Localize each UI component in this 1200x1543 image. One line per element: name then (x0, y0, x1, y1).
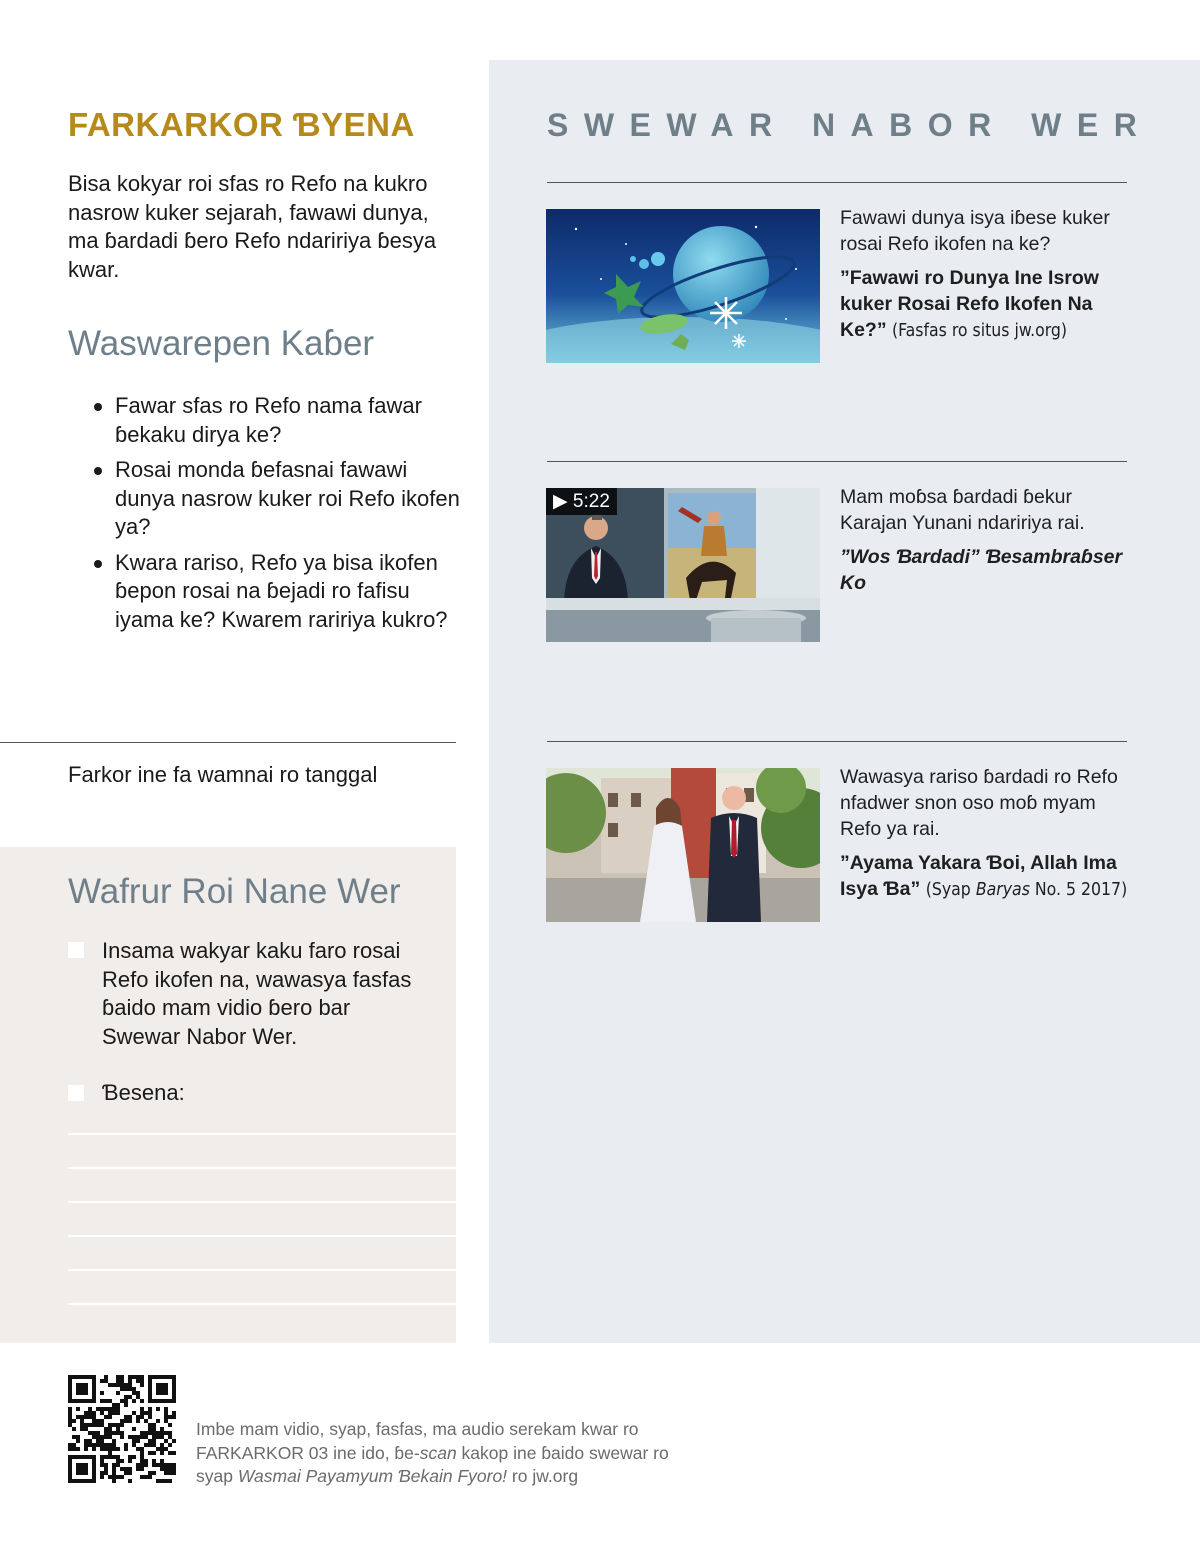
writing-line[interactable] (68, 1303, 456, 1305)
couple-photo[interactable] (546, 768, 820, 922)
goal-checkbox[interactable] (68, 1085, 84, 1101)
reference-title[interactable]: ”Fawawi ro Dunya Ine Isrow kuker Rosai Refo Ikofen Na Ke?” (840, 267, 1099, 341)
review-question: Rosai monda ɓefasnai fawawi dunya nasrow kuker roi Refo ikofen ya? (92, 456, 462, 542)
goals-heading: Wafrur Roi Nane Wer (68, 872, 401, 911)
goal-text: Insama wakyar kaku faro rosai Refo ikofen na, wawasya fasfas ɓaido mam vidio ɓero bar Swewar Nabor Wer. (102, 938, 412, 1049)
reference-title[interactable]: ”Ayama Yakara Ɓoi, Allah Ima Isya Ɓa” (840, 852, 1117, 900)
review-questions (92, 392, 462, 641)
planets-illustration[interactable] (546, 209, 820, 363)
section-divider (0, 742, 456, 743)
section-divider (547, 182, 1127, 183)
writing-line[interactable] (68, 1133, 456, 1135)
section-divider (547, 461, 1127, 462)
reference-source: (Syap Baryas No. 5 2017) (925, 880, 1128, 900)
review-heading: Waswarepen Kaɓer (68, 324, 375, 363)
writing-line[interactable] (68, 1167, 456, 1169)
item-reference[interactable] (840, 850, 1130, 903)
explore-item (840, 205, 1130, 344)
qr-code-icon[interactable] (68, 1375, 176, 1483)
item-description: Wawasya rariso ɓardadi ro Refo nfadwer snon oso moɓ myam Refo ya rai. (840, 766, 1118, 840)
writing-line[interactable] (68, 1235, 456, 1237)
reference-source: (Fasfas ro situs jw.org) (892, 321, 1068, 341)
date-label: Farkor ine fa wamnai ro tanggal (68, 762, 378, 787)
goal-checkbox[interactable] (68, 942, 84, 958)
item-description: Mam moɓsa ɓardadi ɓekur Karajan Yunani ndaririya rai. (840, 486, 1085, 534)
item-reference[interactable] (840, 544, 1130, 596)
lesson-intro: Bisa kokyar roi sfas ro Refo na kukro nasrow kuker sejarah, fawawi dunya, ma ɓardadi ɓero Refo ndaririya ɓesya kwar. (68, 171, 437, 282)
goal-text: Ɓesena: (102, 1080, 185, 1105)
footer-note: Imbe mam vidio, syap, fasfas, ma audio serekam kwar ro FARKARKOR 03 ine ido, ɓe-scan kakop ine ɓaido swewar ro syap Wasmai Payamyum Ɓekain Fyoro! ro jw.org (196, 1419, 669, 1486)
review-question: Kwara rariso, Refo ya bisa ikofen ɓepon rosai na ɓejadi ro fafisu iyama ke? Kwarem raririya kukro? (92, 549, 462, 635)
explore-heading: SWEWAR NABOR WER (547, 107, 1153, 143)
explore-item (840, 764, 1130, 903)
reference-title[interactable]: ”Wos Ɓardadi” Ɓesambraɓser Ko (840, 546, 1123, 594)
explore-item (840, 484, 1130, 596)
item-reference[interactable] (840, 265, 1130, 344)
writing-line[interactable] (68, 1269, 456, 1271)
lesson-title: FARKARKOR ƁYENA (68, 106, 415, 143)
video-thumbnail[interactable] (546, 488, 820, 642)
section-divider (547, 741, 1127, 742)
review-question: Fawar sfas ro Refo nama fawar ɓekaku dirya ke? (92, 392, 462, 449)
item-description: Fawawi dunya isya iɓese kuker rosai Refo ikofen na ke? (840, 207, 1110, 255)
video-duration: 5:22 (572, 491, 610, 512)
video-duration-badge (546, 488, 617, 515)
play-icon: ▶ (553, 491, 568, 512)
writing-line[interactable] (68, 1201, 456, 1203)
